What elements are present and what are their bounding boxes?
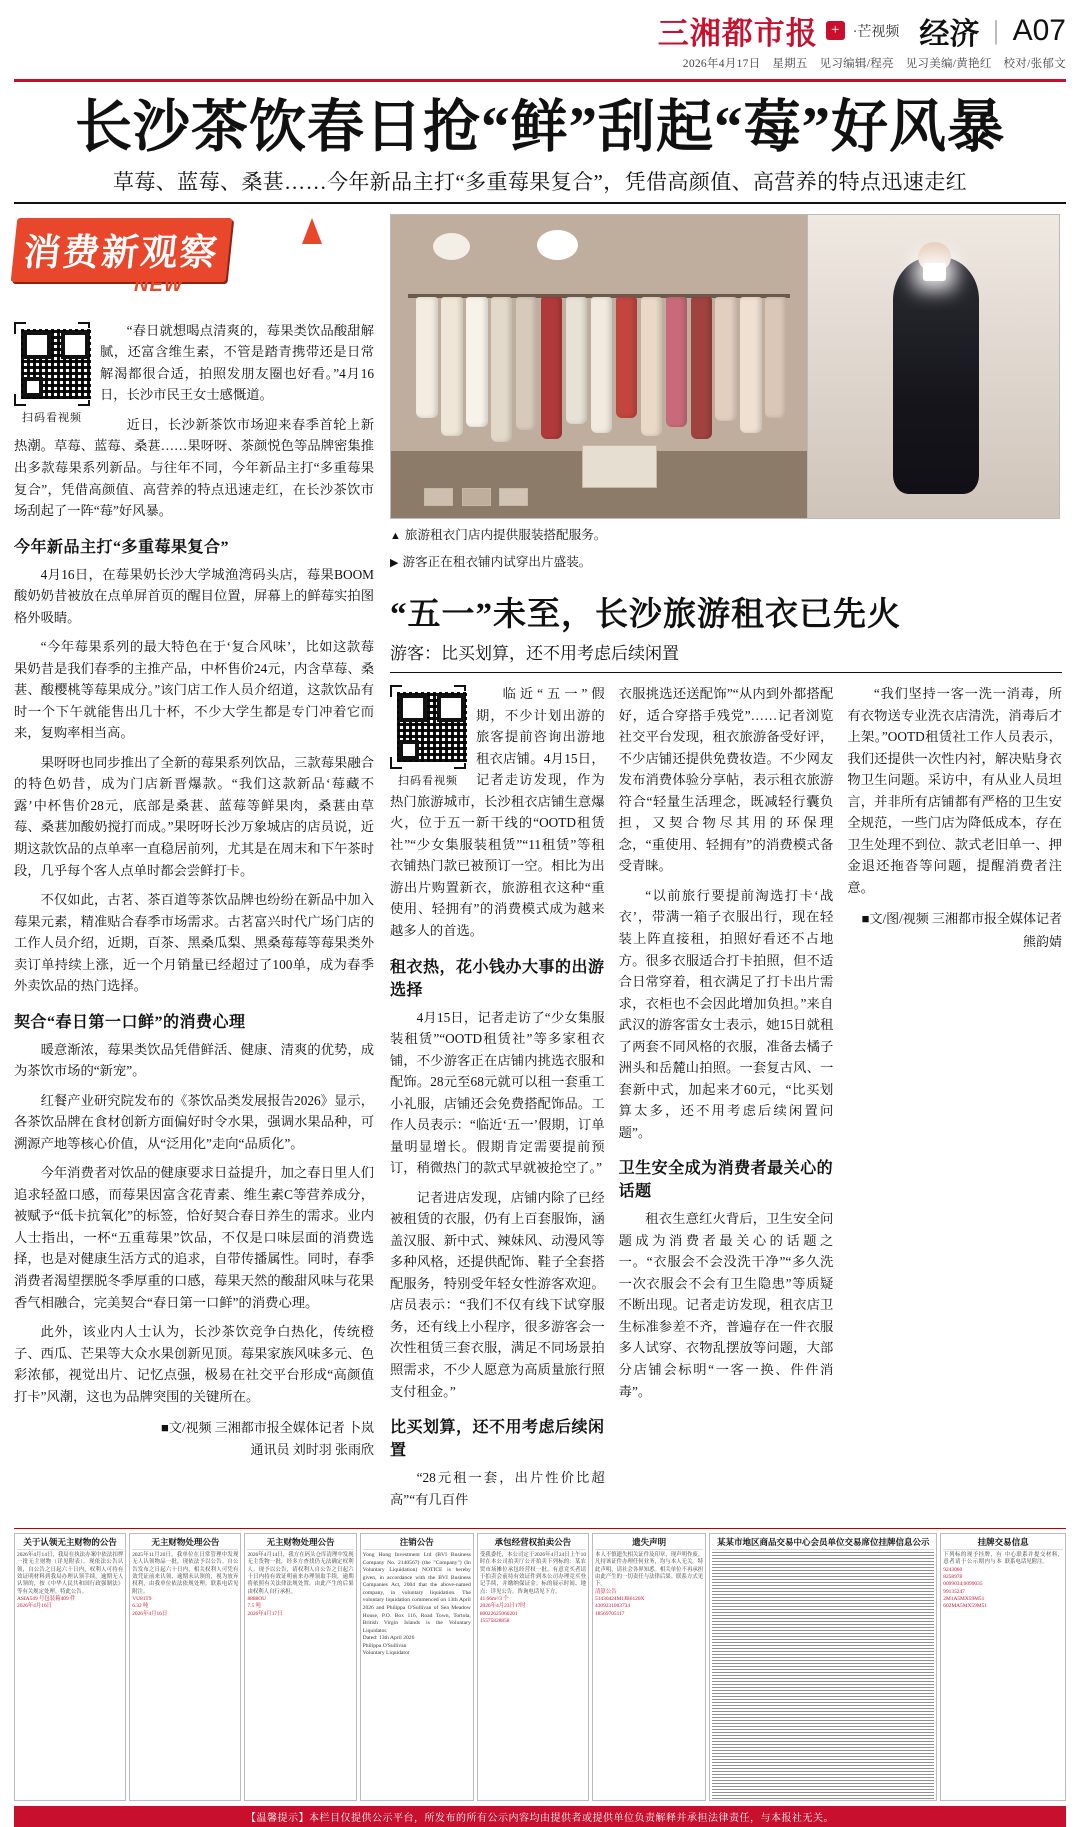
article1-lead: “春日就想喝点清爽的，莓果类饮品酸甜解腻，还富含维生素，不管是踏青携带还是日常解渴都很合适，拍照发朋友圈也好看。”4月16日，长沙市民王女士感慨道。 — [100, 322, 374, 403]
article1-p2: 近日，长沙新茶饮市场迎来春季首轮上新热潮。草莓、蓝莓、桑葚……果呀呀、茶颜悦色等品牌密集推出多款莓果系列新品。与往年不同，今年新品主打“多重莓果复合”，凭借高颜值、高营养的特点迅速走红，在长沙茶饮市场刮起了一阵“莓”好风暴。 — [14, 416, 374, 519]
qr-code-icon-2[interactable] — [396, 691, 468, 763]
masthead-meta: 2026年4月17日 星期五 见习编辑/程亮 见习美编/黄艳红 校对/张郁文 — [682, 58, 1066, 70]
plus-icon: + — [826, 21, 845, 40]
article2-rule — [390, 672, 1062, 674]
article2-c1-p3: 记者进店发现，店铺内除了已经被租赁的衣服，仍有上百套服饰，涵盖汉服、新中式、辣妹风、动漫风等多种风格，还提供配饰、鞋子全套搭配服务，特别受年轻女性游客欢迎。店员表示：“我们不仅有线下试穿服务，还有线上小程序，很多游客会一次性租赁三套衣服，满足不同场景拍照需求，不少人愿意为高质量旅行照支付租金。” — [390, 1189, 605, 1399]
classifieds-section — [14, 1528, 1066, 1827]
column-logo-sub: NEW — [134, 273, 184, 296]
left-column — [14, 214, 374, 1518]
article2-title: “五一”未至，长沙旅游租衣已先火 — [390, 596, 901, 633]
photo-clothing-rack — [390, 214, 808, 519]
section-name: 经济 — [919, 17, 980, 51]
classified-ad — [129, 1533, 241, 1801]
classified-highlight: 9243060 — [943, 1566, 963, 1573]
classified-highlight-2: 6.32 吨 — [132, 1603, 149, 1610]
right-column — [390, 214, 1062, 1518]
qr-block-1[interactable] — [14, 322, 90, 425]
article1-p5: 果呀呀也同步推出了全新的莓果系列饮品，三款莓果融合的特色奶昔，成为门店新晋爆款。“我们这款新品‘莓藏不露’中杯售价28元，底部是桑葚、蓝莓等鲜果肉，桑葚由草莓、桑葚加酸奶搅打而成。”果呀呀长沙万象城店的店员说，近期这款饮品的点单率一直稳居前列，尤其是在周末和下午茶时段，几乎每个客人点单时都会尝鲜打卡。 — [14, 754, 374, 878]
qr-frame — [14, 322, 90, 406]
classified-body: 2026年4月14日，我局在执法办案中依法扣押一批无主财物（详见附表）。现依法公告认领，自公告之日起六十日内，权利人可持有效证明材料到我局办理认领手续。逾期无人认领的，按《中华人民共和国行政强制法》等有关规定处理。特此公告。 — [17, 1552, 124, 1595]
article2-subhead-2: 比买划算，还不用考虑后续闲置 — [390, 1419, 605, 1460]
classified-highlight-3: 0099034;0099035 — [943, 1581, 983, 1588]
classified-highlight-4: 15575828858 — [479, 1617, 510, 1624]
classified-ad — [14, 1533, 126, 1801]
article1-byline-line2: 通讯员 刘时羽 张雨欣 — [250, 1442, 374, 1458]
article1-p10: 此外，该业内人士认为，长沙茶饮竞争白热化，传统橙子、西瓜、芒果等大众水果创新见顶。莓果家族风味多元、色彩浓郁，视觉出片、记忆点强，极易在社交平台形成“高颜值打卡”风潮，这也为品牌突围的关键所在。 — [14, 1324, 374, 1404]
classified-highlight-6: 602MA5MX59M51 — [943, 1603, 988, 1610]
classified-highlight-3: Voluntary Liquidator — [362, 1650, 410, 1657]
paper-name: 三湘都市报 — [657, 16, 818, 51]
masthead-rule — [14, 79, 1066, 82]
classified-highlight-2: 2026年4月16日 — [17, 1603, 53, 1610]
classified-highlight-3: 2026年4月17日 — [247, 1610, 283, 1617]
classified-highlight: Dated: 13th April 2026 — [362, 1635, 415, 1642]
classified-highlight: VU81T9 — [132, 1595, 152, 1602]
article1-subhead-2: 契合“春日第一口鲜”的消费心理 — [14, 1013, 246, 1031]
classified-highlight-3: 80022625060201 — [479, 1610, 518, 1617]
qr-caption-2: 扫码看视频 — [398, 775, 458, 788]
article1-p7: 暖意渐浓，莓果类饮品凭借鲜活、健康、清爽的优势，成为茶饮市场的“新宠”。 — [14, 1041, 374, 1079]
classified-title: 关于认领无主财物的公告 — [17, 1536, 123, 1550]
article1-byline-line1: ■文/视频 三湘都市报全媒体记者 卜岚 — [161, 1420, 374, 1436]
classified-body: 2025年11月20日，我单位在日常管理中发现无人认领物品一批，现依法予以公告。自公告发布之日起六十日内，相关权利人可凭有效凭证前来认领，逾期未认领的，视为放弃权利，由我单位依法依规处理。联系电话见附注。 — [132, 1552, 239, 1595]
classified-ad — [360, 1533, 474, 1801]
article2-c2-p3: 租衣生意红火背后，卫生安全问题成为消费者最关心的话题之一。“衣服会不会没洗干净”“多久洗一次衣服会不会有卫生隐患”等质疑不断出现。记者走访发现，租衣店卫生标准参差不齐，普遍存在一件衣服多人试穿、衣物乱摆放等问题，大部分店铺会标明“一客一换、件件消毒”。 — [618, 1211, 834, 1399]
classified-highlight: ASIA549 号包装箱409 件 — [17, 1595, 76, 1602]
article2-c2-p1: 衣服挑选还送配饰”“从内到外都搭配好，适合穿搭手残党”……记者浏览社交平台发现，租衣旅游备受好评，不少店铺还提供免费妆造。不少网友发布消费体验分享帖，表示租衣旅游符合“轻量生活理念，既减轻行囊负担，又契合物尽其用的环保理念，“重使用、轻拥有”的消费模式备受青睐。 — [618, 686, 834, 874]
classified-title: 某某市地区商品交易中心会员单位交易席位挂牌信息公示 — [712, 1536, 934, 1550]
article1-p9: 今年消费者对饮品的健康要求日益提升，加之春日里人们追求轻盈口感，而莓果因富含花青素、维生素C等营养成分，被赋予“低卡抗氧化”的标签，恰好契合春日养生的需求。业内人士指出，一杯“五重莓果”饮品，不仅是口味层面的消费选择，也是对健康生活方式的追求，自带传播属性。同时，春季消费者渴望摆脱冬季厚重的口感，莓果天然的酸甜风味与花果香气相融合，完美契合“春日第一口鲜”的消费心理。 — [14, 1165, 374, 1310]
classified-title: 无主财物处理公告 — [247, 1536, 353, 1550]
article1-p4: “今年莓果系列的最大特色在于‘复合风味’，比如这款莓果奶昔是我们春季的主推产品，中杯售价24元，内含草莓、桑葚、酸樱桃等莓果成分。”该门店工作人员介绍道，这款饮品有时一个下午就能售出几十杯，不少大学生都是专门冲着它而来，复购率相当高。 — [14, 639, 374, 741]
article2-byline: ■文/图/视频 三湘都市报全媒体记者 熊韵婧 — [861, 911, 1062, 949]
classified-highlight-3: 2026年4月16日 — [132, 1610, 168, 1617]
classified-highlight-2: 8258978 — [943, 1574, 963, 1581]
classified-highlight-2: 2026年4月23日17时 — [479, 1603, 526, 1610]
classified-body: Yong Hong Investment Ltd (BVI Business Company No. 2140567) (the "Company") (In Voluntary Liquidation) NOTICE is hereby given, in accordance with the BVI Business Companies Act, 2004 that the above-named company, in voluntary liquidation. The voluntary liquidation commenced on 13th April 2026 and Philippa O'Sullivan of Sea Meadow House, P.O. Box 116, Road Town, Tortola, British Virgin Islands is the Voluntary Liquidator. — [362, 1552, 471, 1634]
classified-title: 无主财物处理公告 — [132, 1536, 238, 1550]
article1-p3: 4月16日，在莓果奶长沙大学城渔湾码头店，莓果BOOM酸奶奶昔被放在点单屏首页的醒目位置，屏幕上的鲜莓实拍图格外吸睛。 — [14, 566, 374, 625]
headline-rule — [14, 202, 1066, 204]
page-number: A07 — [1012, 13, 1066, 47]
qr-block-2[interactable] — [390, 685, 466, 788]
triangle-icon-2: ▶ — [390, 557, 399, 570]
masthead-divider: | — [993, 15, 999, 45]
qr-frame-2 — [390, 685, 466, 769]
classified-highlight-4: 18569705117 — [595, 1610, 625, 1617]
classified-highlight: 8888OU — [247, 1595, 267, 1602]
classified-body: 2026年4月14日，我方在码头仓库清理中发现无主货物一批，经多方查找仍无法确定权利人。现予以公告，请权利人自公告之日起六十日内持有效证明前来办理领取手续，逾期将依照有关法律法规处置，由此产生的后果由权利人自行承担。 — [247, 1552, 354, 1595]
triangle-icon: ▲ — [390, 529, 401, 542]
classified-highlight: 清算公告 — [595, 1588, 617, 1595]
article2-c1-p1: 临近“五一”假期，不少计划出游的旅客提前咨询出游地租衣店铺。4月15日，记者走访发现，作为热门旅游城市，长沙租衣店铺生意爆火，位于五一新干线的“OOTD租赁社”“少女集服装租赁”“11租赁”等租衣铺热门款已被预订一空。相比为出游出片购置新衣，旅游租衣这种“重使用、轻拥有”的消费模式成为越来越多人的首选。 — [390, 686, 605, 938]
arrow-icon — [302, 218, 322, 244]
video-brand-label: ·芒视频 — [852, 24, 900, 40]
classified-title: 遗失声明 — [595, 1536, 703, 1550]
qr-caption-1: 扫码看视频 — [22, 411, 82, 424]
article2-col2 — [619, 683, 834, 1518]
classified-title: 注销公告 — [363, 1536, 471, 1550]
classified-body: 下列标的现予挂牌，有意者请于公示期内与本中心联系并提交材料，联系电话见附注。 — [943, 1552, 1063, 1566]
classifieds-row — [14, 1533, 1066, 1801]
classified-ad — [244, 1533, 356, 1801]
article2-c2-p2: “以前旅行要提前淘选打卡‘战衣’，带满一箱子衣服出行，现在轻装上阵直接租，拍照好看还不占地方。很多衣服适合打卡拍照，但不适合日常穿着，租衣满足了打卡出片需求，衣柜也不会因此增加负担。”来自武汉的游客雷女士表示，她15日就租了两套不同风格的衣服，准备去橘子洲头和岳麓山拍照。一套复古风、一套新中式，加起来才60元，“比买划算太多，还不用考虑后续闲置问题”。 — [618, 887, 834, 1140]
photo-row — [390, 214, 1062, 519]
article2-c1-p4: “28元租一套，出片性价比超高”“有几百件 — [390, 1470, 605, 1507]
photo-rack-art — [391, 215, 807, 518]
classified-ad — [940, 1533, 1066, 1801]
masthead-right — [658, 8, 1066, 71]
article2-c1-p2: 4月15日，记者走访了“少女集服装租赁”“OOTD租赁社”等多家租衣铺，不少游客正在店铺内挑选衣服和配饰。28元至68元就可以租一套重工小礼服，店铺还会免费搭配饰品。工作人员表示：“临近‘五一’假期，订单量明显增长。假期肯定需要提前预订，稍微热门的款式早就被抢空了。” — [390, 1009, 605, 1176]
article1-p6: 不仅如此，古茗、茶百道等茶饮品牌也纷纷在新品中加入莓果元素，精准贴合春季市场需求。古茗富兴时代广场门店的工作人员介绍，近期，百茶、黑桑瓜梨、黑桑莓莓等莓果类外卖订单持续上涨，近一个月销量已经超过了100单，成为春季外卖饮品的热门选择。 — [14, 892, 374, 994]
classified-title: 挂牌交易信息 — [943, 1536, 1063, 1550]
photo-caption-1: ▲ 旅游租衣门店内提供服装搭配服务。 — [390, 527, 607, 542]
page-title: 长沙茶饮春日抢“鲜”刮起“莓”好风暴 — [75, 96, 1005, 159]
classified-highlight-2: 51430424M1JB6120X — [595, 1595, 645, 1602]
classified-highlight: 41.66m²/3 个 — [479, 1595, 509, 1602]
photo-caption-2: ▶ 游客正在租衣铺内试穿出片盛装。 — [390, 555, 592, 570]
classified-highlight-2: Philippa O'Sullivan — [362, 1642, 407, 1649]
masthead-title-row — [658, 8, 1066, 53]
classified-body: 本人不慎遗失相关证件及印章，现声明作废。凡持该证件办理任何业务，均与本人无关。特此声明，请社会各界知悉。相关单位不再承担由此产生的一切责任与法律后果。联系方式见下。 — [595, 1552, 704, 1588]
article2-col1 — [390, 683, 605, 1518]
article2-subtitle: 游客：比买划算，还不用考虑后续闲置 — [390, 643, 679, 663]
main-grid — [14, 214, 1066, 1518]
page-subtitle: 草莓、蓝莓、桑葚……今年新品主打“多重莓果复合”，凭借高颜值、高营养的特点迅速走红 — [112, 169, 968, 194]
photo-fitting-mirror — [808, 214, 1060, 519]
classified-highlight-3: 4309231003734 — [595, 1603, 631, 1610]
column-logo — [14, 218, 374, 310]
article2-subhead-1: 租衣热，花小钱办大事的出游选择 — [390, 958, 605, 999]
classified-table-art — [712, 1552, 934, 1801]
classified-body: 受我委托，本公司定于2026年4月24日上午10时在本公司拍卖厅公开拍卖下列标的：某农贸市场摊位承包经营权一批。有意竞买者请于拍卖会前持有效证件到本公司办理竞买登记手续，并缴纳保证金。标的展示时间、地点：详见公告。咨询电话见下方。 — [479, 1552, 587, 1595]
photo-mirror-art — [808, 215, 1059, 518]
classified-title: 承包经营权拍卖公告 — [480, 1536, 586, 1550]
classified-highlight-4: 99135247 — [943, 1588, 965, 1595]
article2-col3 — [847, 683, 1062, 1518]
article2-columns — [390, 683, 1062, 1518]
classified-ad-table — [709, 1533, 937, 1801]
classified-ad — [477, 1533, 589, 1801]
article2-subhead-3: 卫生安全成为消费者最关心的话题 — [618, 1160, 834, 1201]
classified-highlight-5: 2M1A5MX59M51 — [943, 1595, 985, 1602]
article2-c2-p4: “我们坚持一客一洗一消毒，所有衣物送专业洗衣店清洗，消毒后才上架。”OOTD租赁社工作人员表示，我们还提供一次性内衬，解决贴身衣物卫生问题。采访中，有从业人员坦言，并非所有店铺都有严格的卫生安全规范，一些门店为降低成本，存在卫生处理不到位、款式老旧单一、押金退还拖沓等问题，提醒消费者注意。 — [847, 686, 1062, 895]
column-logo-text: 消费新观察 — [11, 218, 233, 282]
article1-byline — [14, 1417, 374, 1461]
masthead — [14, 0, 1066, 75]
footer-notice: 【温馨提示】本栏目仅提供公示平台，所发布的所有公示内容均由提供者或提供单位负责解释并承担法律责任，与本报社无关。 — [14, 1806, 1066, 1827]
classified-ad — [592, 1533, 706, 1801]
article1-p8: 红餐产业研究院发布的《茶饮品类发展报告2026》显示，各茶饮品牌在食材创新方面偏好时令水果，强调水果品种，可溯源产地等核心价值，从“泛用化”走向“品质化”。 — [14, 1092, 374, 1151]
classified-highlight-2: 7.5 吨 — [247, 1603, 261, 1610]
article1-subhead-1: 今年新品主打“多重莓果复合” — [14, 538, 230, 556]
qr-code-icon[interactable] — [20, 328, 92, 400]
